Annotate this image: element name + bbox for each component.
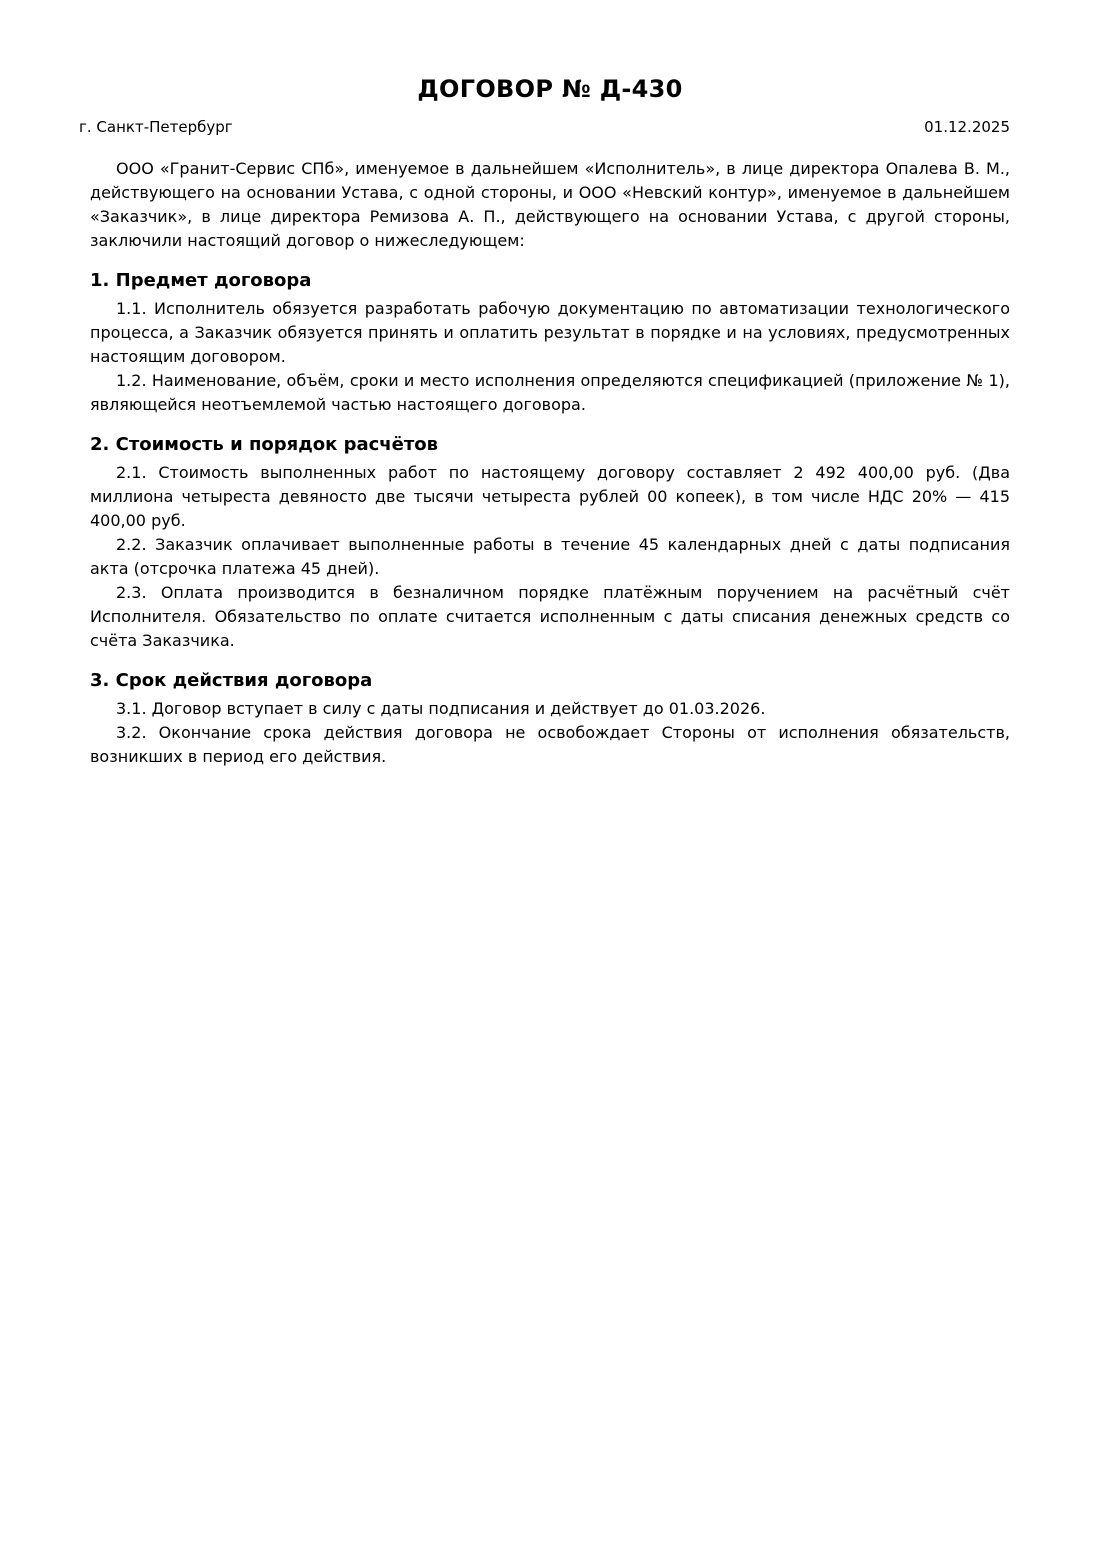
- section-title: 1. Предмет договора: [90, 270, 312, 291]
- section-1: [90, 269, 1010, 417]
- clause-paragraph: 3.1. Договор вступает в силу с даты подписания и действует до 01.03.2026.: [116, 699, 766, 718]
- document-title: ДОГОВОР № Д-430: [417, 75, 683, 103]
- document-date: 01.12.2025: [924, 118, 1010, 136]
- document-meta-row: [79, 117, 1010, 137]
- clause-paragraph: 3.2. Окончание срока действия договора не освобождает Стороны от исполнения обязательств, возникших в период его действия.: [90, 723, 1010, 766]
- section-title: 3. Срок действия договора: [90, 670, 373, 691]
- clause-paragraph: 1.1. Исполнитель обязуется разработать рабочую документацию по автоматизации технологического процесса, а Заказчик обязуется принять и оплатить результат в порядке и на условиях, предусмотренных настоящим договором.: [90, 299, 1010, 366]
- clause-paragraph: 2.1. Стоимость выполненных работ по настоящему договору составляет 2 492 400,00 руб. (Два миллиона четыреста девяносто две тысячи четыреста рублей 00 копеек), в том числе НДС 20% — 415 400,00 руб.: [90, 463, 1010, 530]
- preamble-paragraph: ООО «Гранит-Сервис СПб», именуемое в дальнейшем «Исполнитель», в лице директора Опалева В. М., действующего на основании Устава, с одной стороны, и ООО «Невский контур», именуемое в дальнейшем «Заказчик», в лице директора Ремизова А. П., действующего на основании Устава, с другой стороны, заключили настоящий договор о нижеследующем:: [90, 159, 1010, 250]
- clause-paragraph: 2.2. Заказчик оплачивает выполненные работы в течение 45 календарных дней с даты подписания акта (отсрочка платежа 45 дней).: [90, 535, 1010, 578]
- clause-paragraph: 2.3. Оплата производится в безналичном порядке платёжным поручением на расчётный счёт Исполнителя. Обязательство по оплате считается исполненным с даты списания денежных средств со счёта Заказчика.: [90, 583, 1010, 650]
- document-city: г. Санкт-Петербург: [79, 118, 233, 136]
- section-title: 2. Стоимость и порядок расчётов: [90, 434, 439, 455]
- section-2: [90, 433, 1010, 653]
- section-3: [90, 669, 1010, 769]
- clause-paragraph: 1.2. Наименование, объём, сроки и место исполнения определяются спецификацией (приложение № 1), являющейся неотъемлемой частью настоящего договора.: [90, 371, 1010, 414]
- document-body: [90, 157, 1010, 769]
